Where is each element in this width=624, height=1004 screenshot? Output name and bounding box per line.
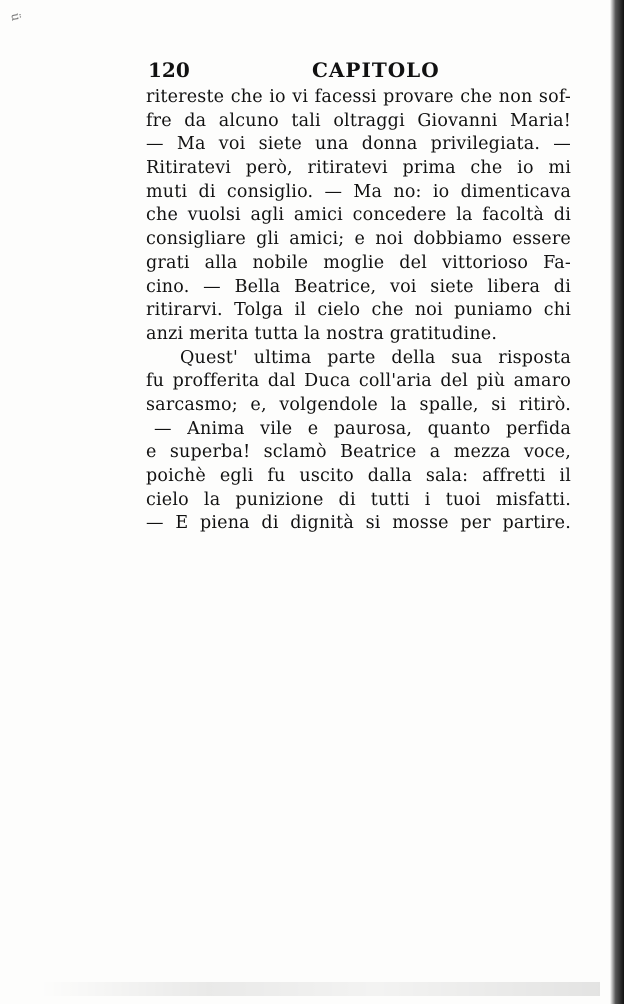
text-line: grati alla nobile moglie del vittorioso Fa- <box>146 252 571 273</box>
body-text <box>146 86 571 536</box>
text-line: muti di consiglio. — Ma no: io dimenticava <box>146 181 571 202</box>
text-line: — Anima vile e paurosa, quanto perfida <box>154 418 571 439</box>
text-line: sarcasmo; e, volgendole la spalle, si ritirò. <box>146 394 571 415</box>
text-line: e superba! sclamò Beatrice a mezza voce, <box>146 442 571 463</box>
text-line: Quest' ultima parte della sua risposta <box>180 347 571 368</box>
corner-mark: ü <box>8 11 24 23</box>
text-line: fu profferita dal Duca coll'aria del più amaro <box>146 371 571 392</box>
text-line: Ritiratevi però, ritiratevi prima che io mi <box>146 158 571 179</box>
page-edge-smudge <box>40 982 600 996</box>
running-head: CAPITOLO <box>312 58 440 82</box>
text-line: che vuolsi agli amici concedere la facoltà di <box>146 205 571 226</box>
text-line: cino. — Bella Beatrice, voi siete libera di <box>146 276 571 297</box>
text-line: anzi merita tutta la nostra gratitudine. <box>146 323 498 344</box>
text-line: — Ma voi siete una donna privilegiata. — <box>146 134 571 155</box>
text-line: cielo la punizione di tutti i tuoi misfatti. <box>146 489 571 510</box>
text-line: — E piena di dignità si mosse per partire. <box>146 513 571 534</box>
text-line: ritereste che io vi facessi provare che non sof- <box>146 87 571 107</box>
page-header <box>148 58 568 84</box>
text-line: poichè egli fu uscito dalla sala: affretti il <box>146 466 571 486</box>
text-line: consigliare gli amici; e noi dobbiamo essere <box>146 229 571 250</box>
text-line: fre da alcuno tali oltraggi Giovanni Maria! <box>146 110 571 131</box>
text-line: ritirarvi. Tolga il cielo che noi puniamo chi <box>146 300 571 321</box>
book-spine-shadow <box>610 0 624 1004</box>
page-number: 120 <box>148 58 190 82</box>
